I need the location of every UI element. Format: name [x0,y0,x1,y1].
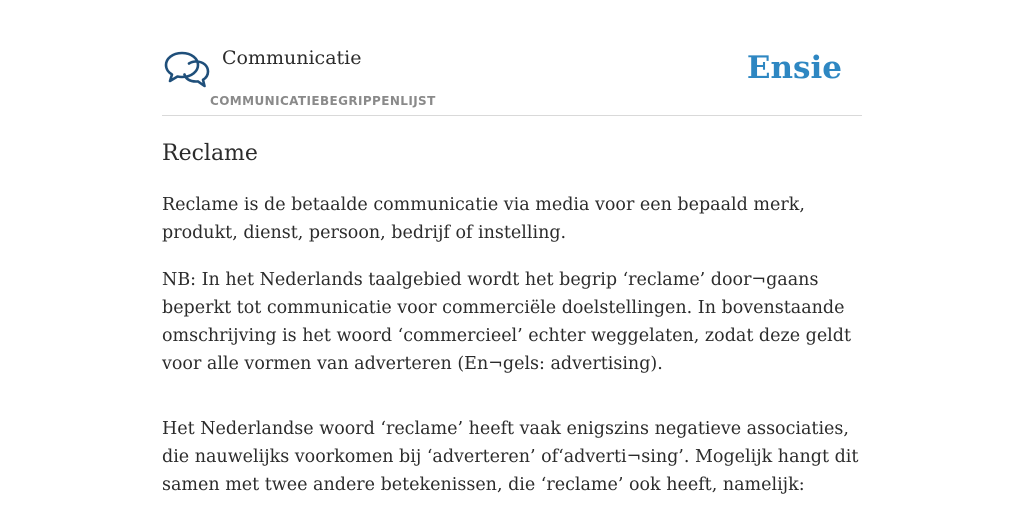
article-paragraph: Reclame is de betaalde communicatie via media voor een bepaald merk, produkt, dienst, persoon, bedrijf of instelling. [162,195,805,243]
article-title: Reclame [162,141,258,166]
article-paragraph: NB: In het Nederlands taalgebied wordt het begrip ‘reclame’ door¬gaans beperkt tot communicatie voor commerciële doelstellingen. In bovenstaande omschrijving is het woord ‘commercieel’ echter weggelaten, zodat deze geldt voor alle vormen van adverteren (En¬gels: advertising). [162,270,852,374]
page-header [162,40,862,116]
article [162,138,862,512]
site-title-link[interactable]: Communicatie [222,47,362,69]
article-paragraph: Het Nederlandse woord ‘reclame’ heeft vaak enigszins negatieve associaties, die nauwelijks voorkomen bij ‘adverteren’ of‘adverti¬sing’. Mogelijk hangt dit samen met twee andere betekenissen, die ‘reclame’ ook heeft, namelijk: [162,419,859,495]
ensie-logo[interactable]: Ensie [746,50,842,86]
category-link[interactable]: COMMUNICATIEBEGRIPPENLIJST [210,94,436,108]
speech-bubbles-icon[interactable] [164,50,210,94]
